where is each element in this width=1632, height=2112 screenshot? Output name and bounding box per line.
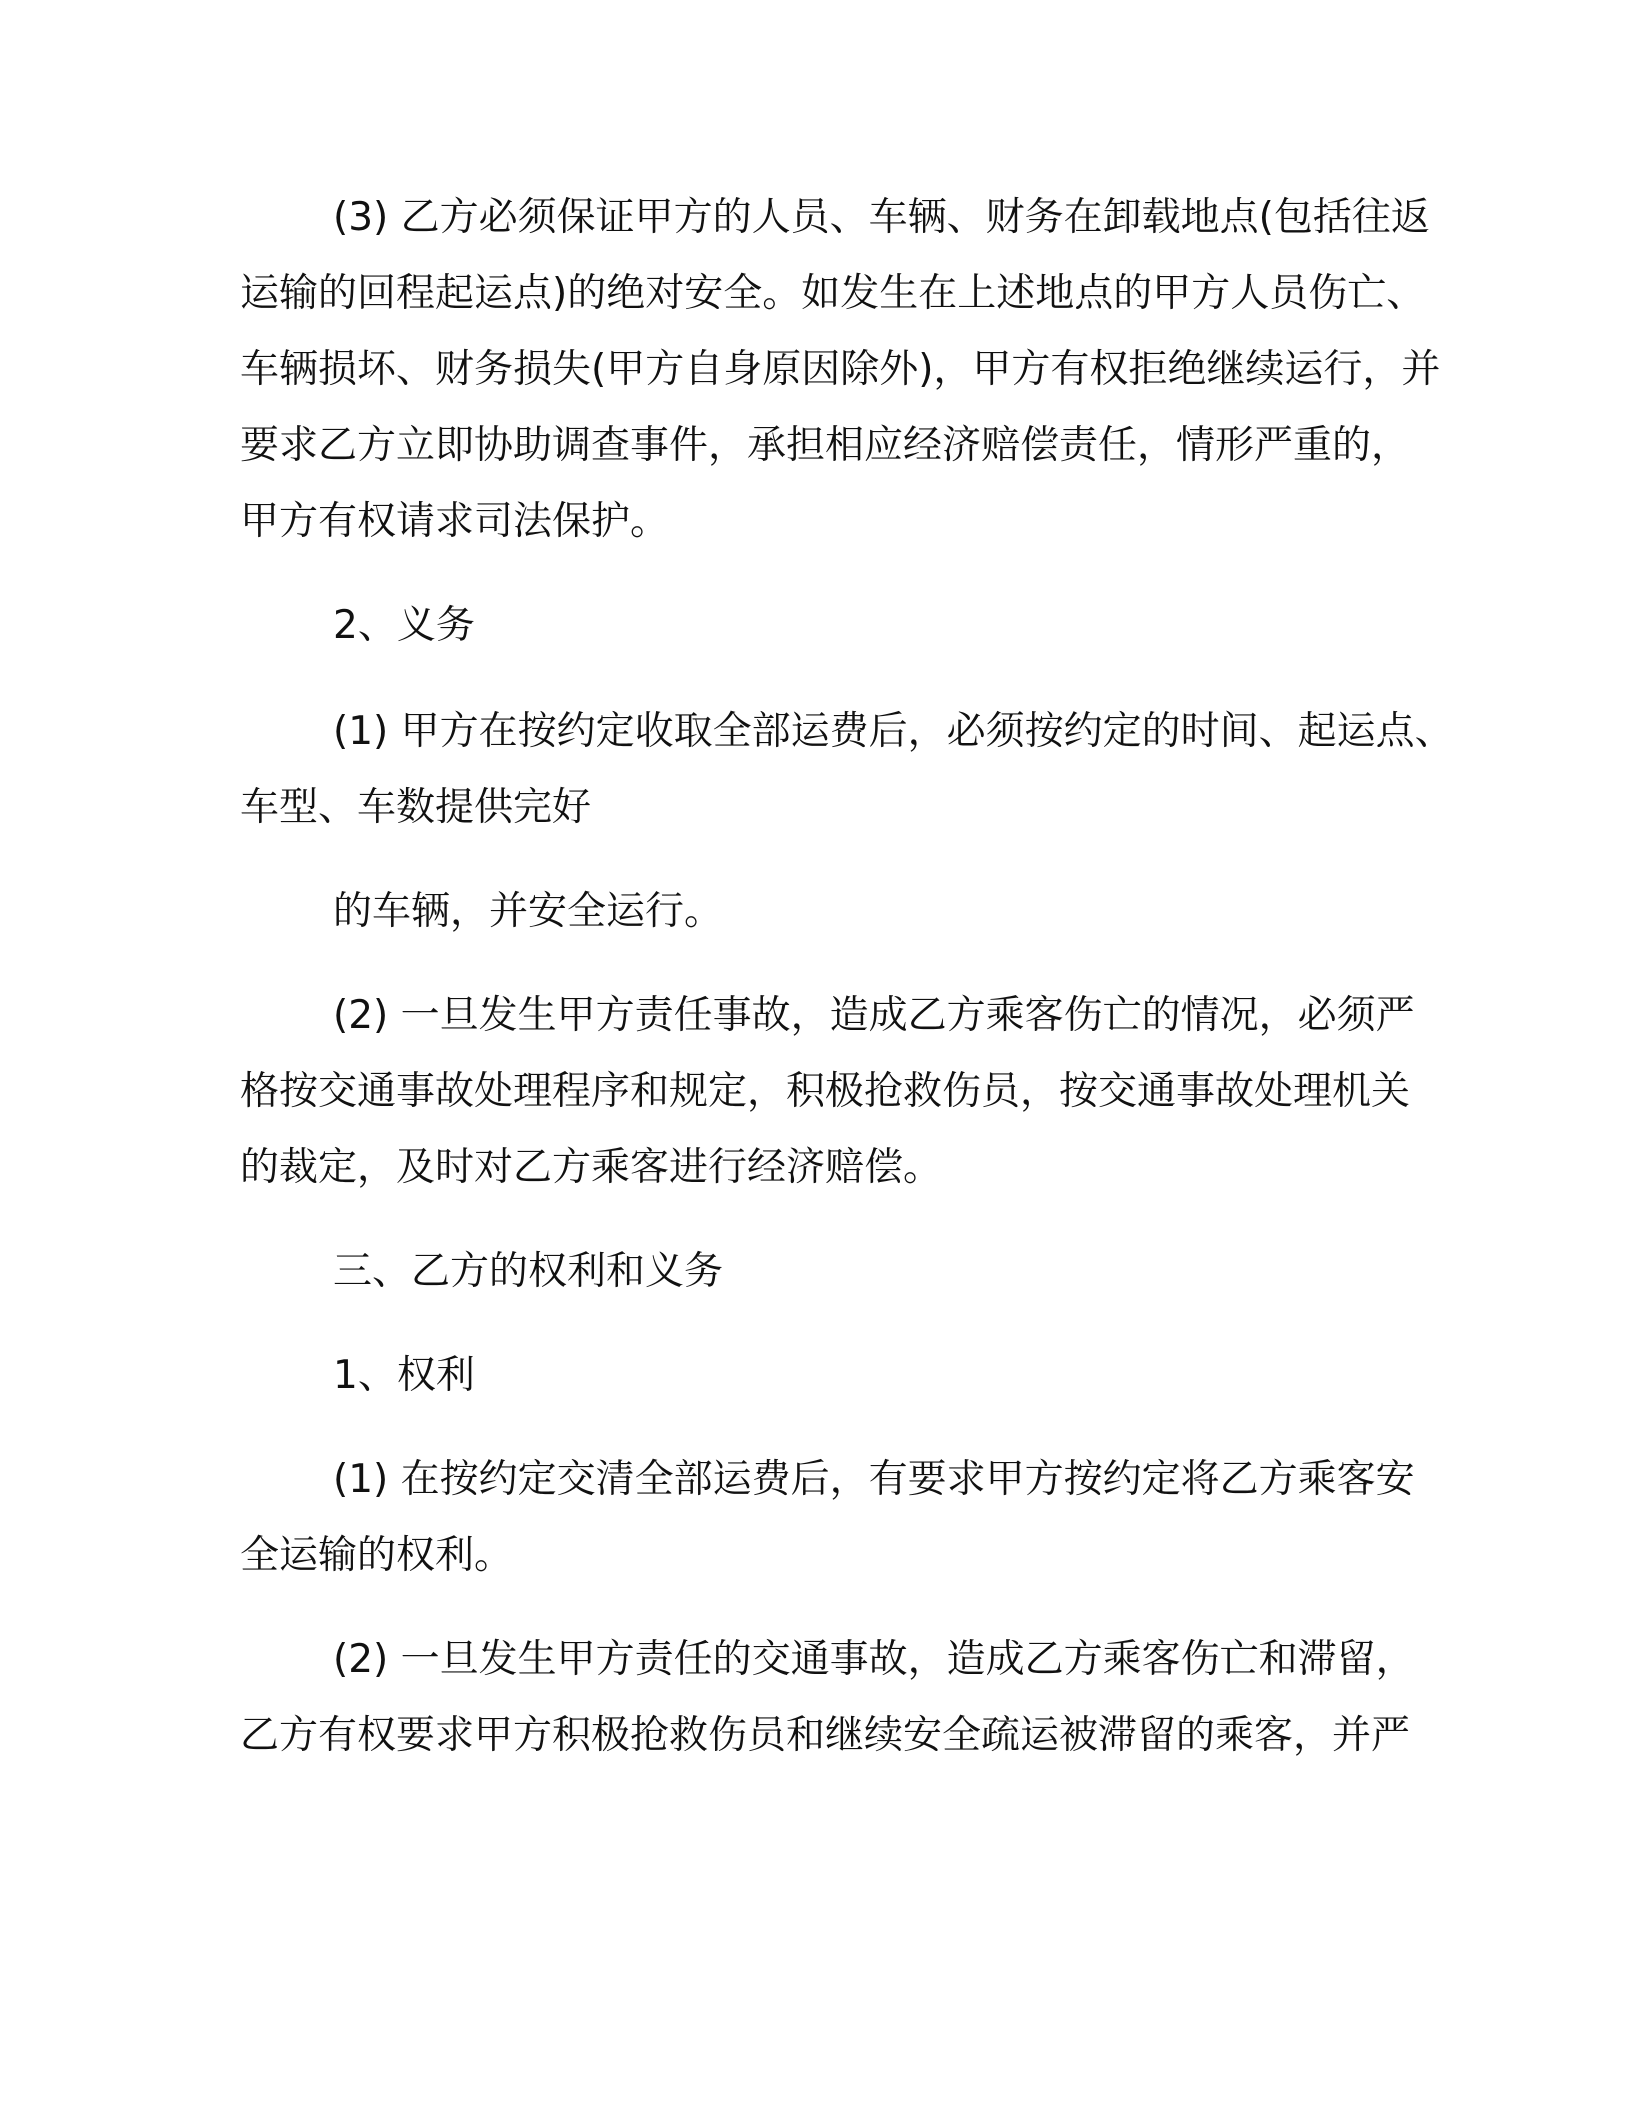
- text-line: 乙方有权要求甲方积极抢救伤员和继续安全疏运被滞留的乘客，并严: [240, 1713, 1411, 1758]
- text-line: 车辆损坏、财务损失(甲方自身原因除外)，甲方有权拒绝继续运行，并: [240, 347, 1441, 392]
- text-line: 的裁定，及时对乙方乘客进行经济赔偿。: [240, 1145, 943, 1190]
- text-line: 格按交通事故处理程序和规定，积极抢救伤员，按交通事故处理机关: [240, 1069, 1411, 1114]
- text-line: 甲方有权请求司法保护。: [240, 499, 670, 544]
- text-line: 全运输的权利。: [240, 1533, 514, 1578]
- text-line: (2) 一旦发生甲方责任事故，造成乙方乘客伤亡的情况，必须严: [333, 993, 1415, 1038]
- text-line: 运输的回程起运点)的绝对安全。如发生在上述地点的甲方人员伤亡、: [240, 271, 1426, 316]
- text-line: (2) 一旦发生甲方责任的交通事故，造成乙方乘客伤亡和滞留，: [333, 1637, 1415, 1682]
- section-heading-party-b-rights: 三、乙方的权利和义务: [333, 1249, 724, 1294]
- section-heading-rights: 1、权利: [333, 1353, 475, 1398]
- section-heading-obligations: 2、义务: [333, 603, 475, 648]
- text-line: 车型、车数提供完好: [240, 785, 592, 830]
- text-line: (3) 乙方必须保证甲方的人员、车辆、财务在卸载地点(包括往返: [333, 195, 1430, 240]
- paragraph-continuation: 的车辆，并安全运行。: [333, 889, 724, 934]
- text-line: (1) 在按约定交清全部运费后，有要求甲方按约定将乙方乘客安: [333, 1457, 1415, 1502]
- text-line: 要求乙方立即协助调查事件，承担相应经济赔偿责任，情形严重的，: [240, 423, 1411, 468]
- text-line: (1) 甲方在按约定收取全部运费后，必须按约定的时间、起运点、: [333, 709, 1454, 754]
